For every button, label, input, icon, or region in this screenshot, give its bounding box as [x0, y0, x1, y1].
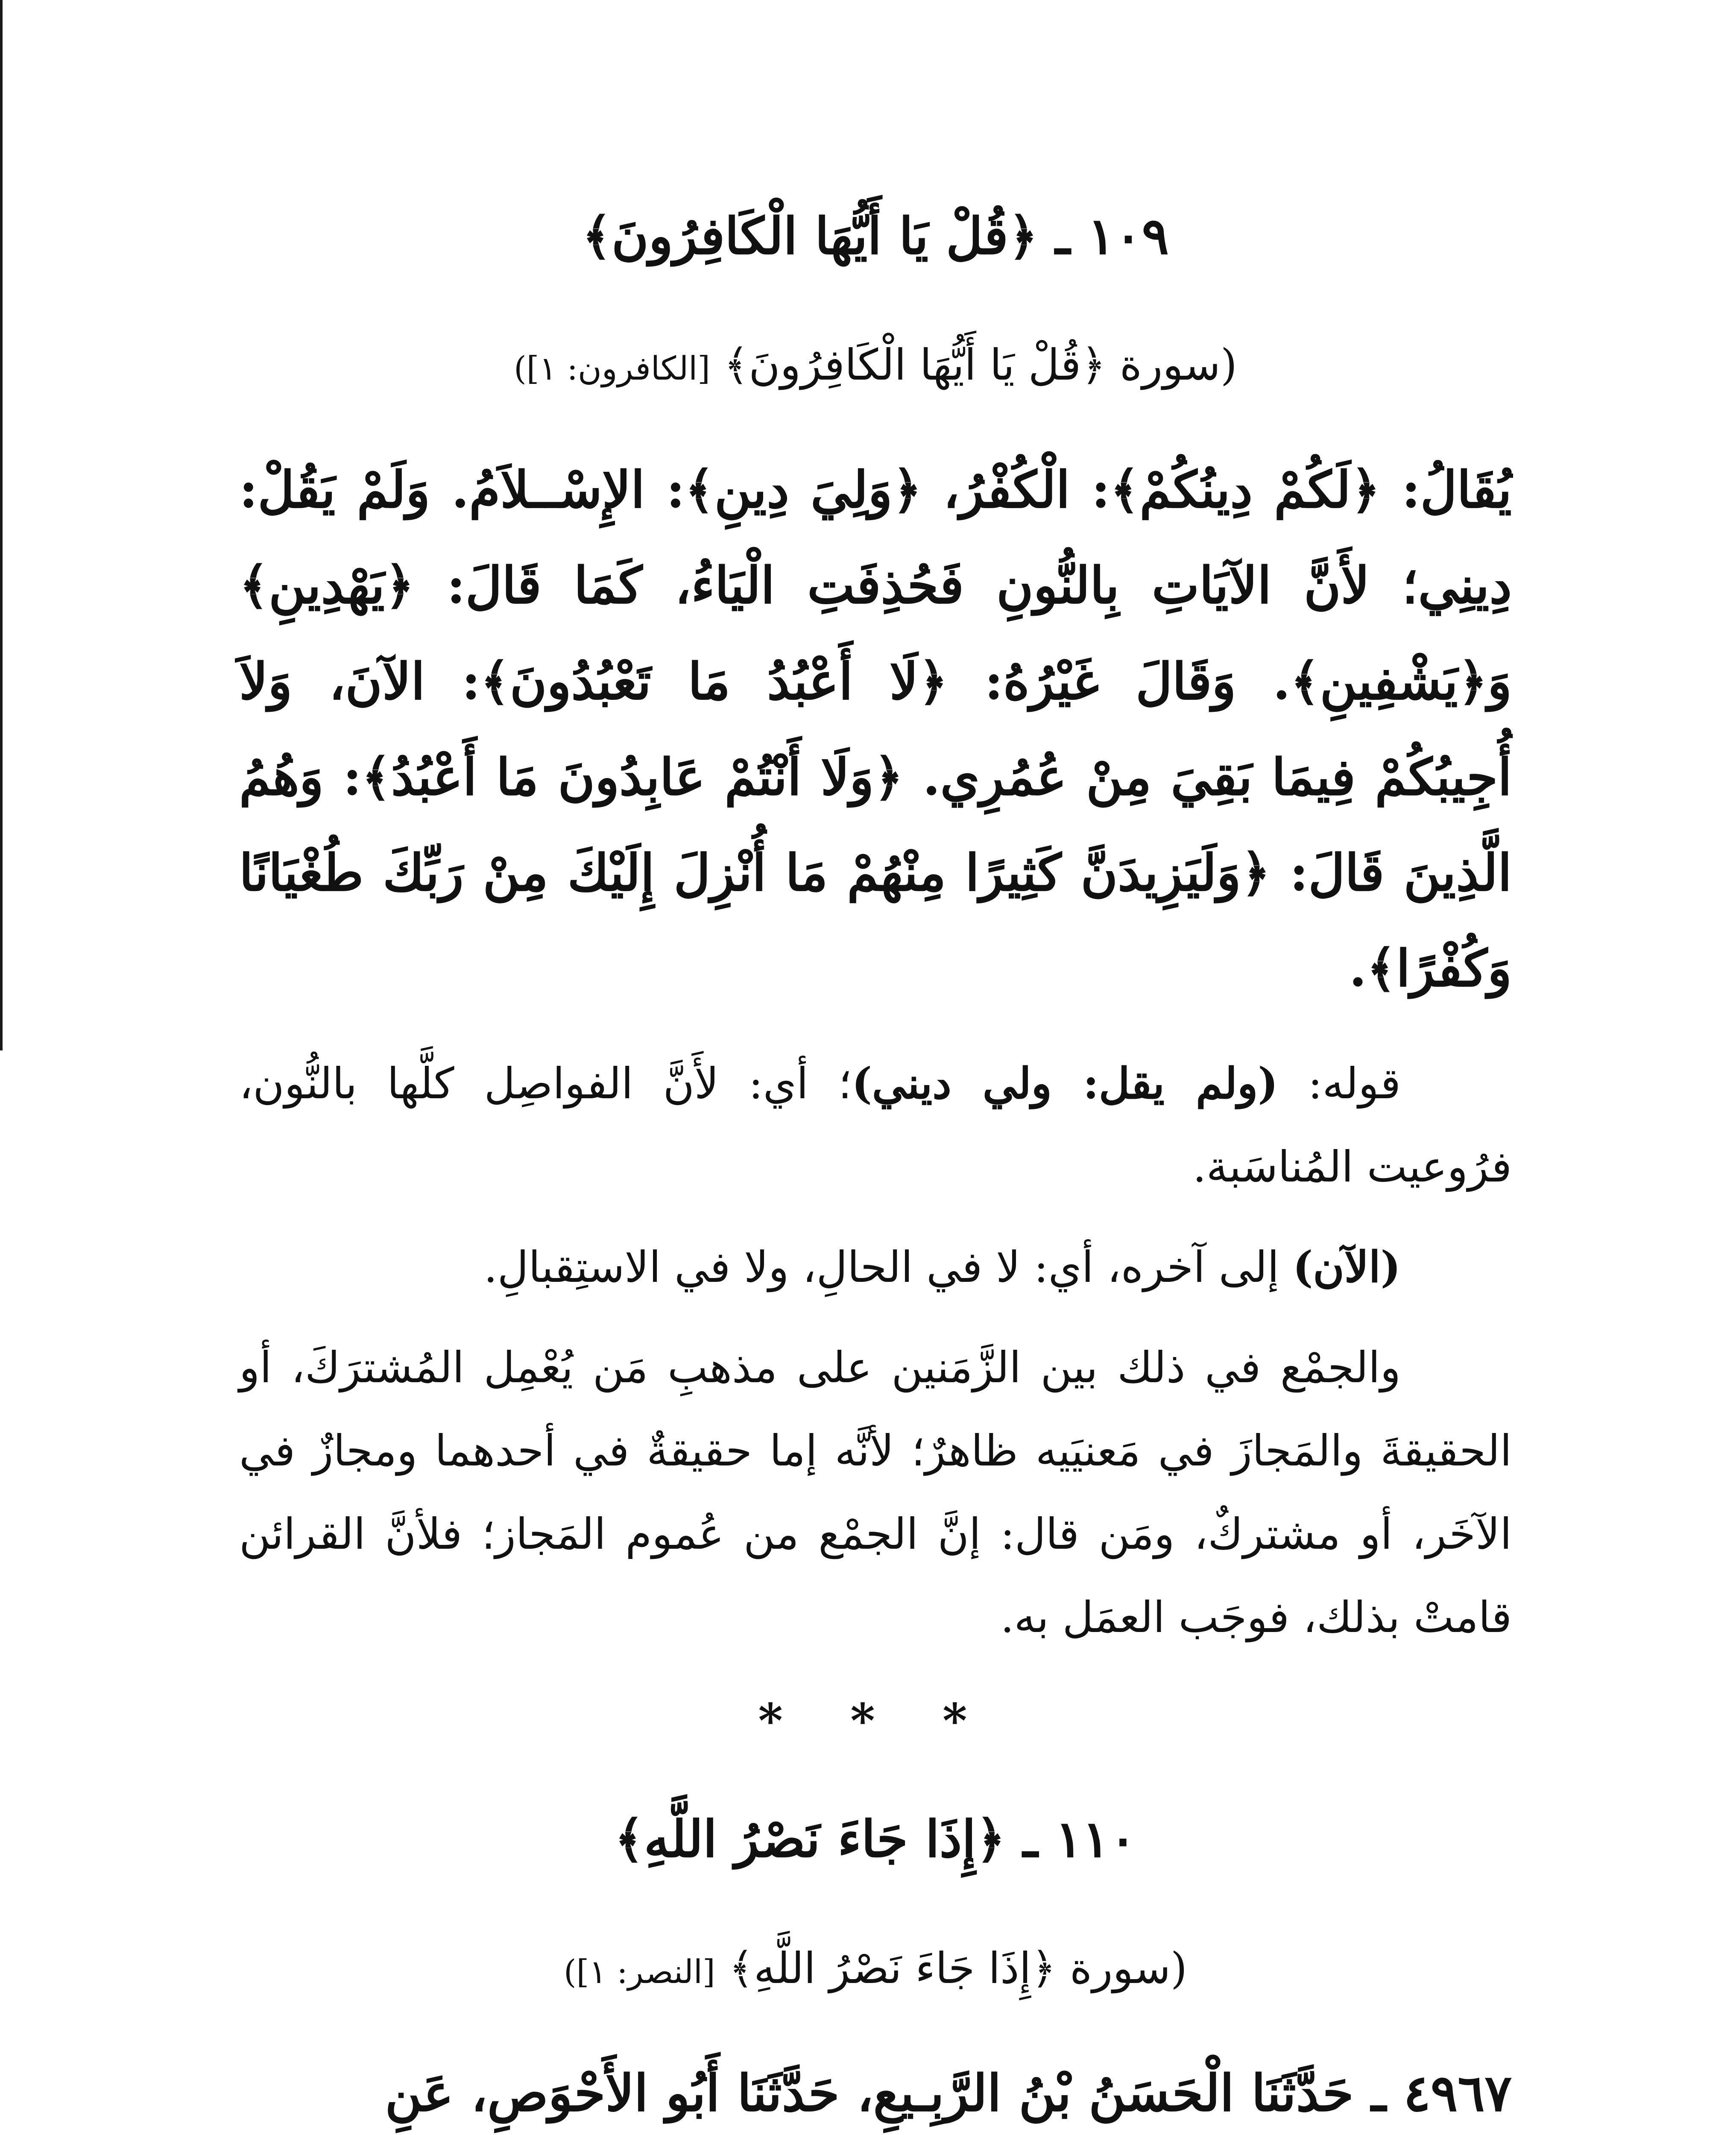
section-heading-109: ١٠٩ ـ ﴿قُلْ يَا أَيُّهَا الْكَافِرُونَ﴾ [582, 206, 1169, 266]
surah-title-text: (سورة ﴿قُلْ يَا أَيُّهَا الْكَافِرُونَ﴾ [723, 340, 1237, 390]
surah-reference: [النصر: ١]) [564, 1952, 715, 1991]
binding-edge-line [0, 0, 3, 1050]
commentary-text: والجمْع في ذلك بين الزَّمَنين على مذهبِ مَن يُعْمِل المُشترَكَ، أو الحقيقةَ والمَجازَ في مَعنيَيه ظاهرٌ؛ لأنَّه إما حقيقةٌ في أحدهما ومجازٌ في الآخَر، أو مشتركٌ، ومَن قال: إنَّ الجمْع من عُموم المَجاز؛ فلأنَّ القرائن قامتْ بذلك، فوجَب العمَل به. [239, 1342, 1512, 1643]
surah-reference: [الكافرون: ١]) [514, 349, 710, 388]
commentary-paragraph [239, 1225, 1512, 1309]
commentary-text: إلى آخره، أي: لا في الحالِ، ولا في الاستِقبالِ. [483, 1242, 1293, 1293]
section-heading-110: ١١٠ ـ ﴿إِذَا جَاءَ نَصْرُ اللَّهِ﴾ [614, 1809, 1137, 1869]
commentary-paragraph [239, 1042, 1512, 1208]
commentary-quote: (الآن) [1293, 1242, 1401, 1293]
surah-title-110 [239, 1939, 1512, 1998]
commentary-text: ؛ أي: لأَنَّ الفواصِل كلَّها بالنُّون، فرُوعيت المُناسَبة. [239, 1059, 1512, 1192]
main-text-paragraph: يُقَالُ: ﴿لَكُمْ دِينُكُمْ﴾: الْكُفْرُ، ﴿وَلِيَ دِينِ﴾: الإِسْــلاَمُ. وَلَمْ يَقُلْ: دِينِي؛ لأَنَّ الآيَاتِ بِالنُّونِ فَحُذِفَتِ الْيَاءُ، كَمَا قَالَ: ﴿يَهْدِينِ﴾ وَ﴿يَشْفِينِ﴾. وَقَالَ غَيْرُهُ: ﴿لَا أَعْبُدُ مَا تَعْبُدُونَ﴾: الآنَ، وَلاَ أُجِيبُكُمْ فِيمَا بَقِيَ مِنْ عُمُرِي. ﴿وَلَا أَنْتُمْ عَابِدُونَ مَا أَعْبُدُ﴾: وَهُمُ الَّذِينَ قَالَ: ﴿وَلَيَزِيدَنَّ كَثِيرًا مِنْهُمْ مَا أُنْزِلَ إِلَيْكَ مِنْ رَبِّكَ طُغْيَانًا وَكُفْرًا﴾. [239, 460, 1512, 998]
surah-title-109 [239, 335, 1512, 395]
surah-title-text: (سورة ﴿إِذَا جَاءَ نَصْرُ اللَّهِ﴾ [729, 1943, 1187, 1993]
page-content [239, 201, 1512, 2135]
section-separator: * * * [758, 1693, 993, 1749]
commentary-quote: (ولم يقل: ولي ديني) [852, 1058, 1278, 1109]
commentary-paragraph [239, 1326, 1512, 1659]
hadith-text: ٤٩٦٧ ـ حَدَّثَنَا الْحَسَنُ بْنُ الرَّبِـيعِ، حَدَّثَنَا أَبُو الأَحْوَصِ، عَنِ [385, 2063, 1512, 2123]
commentary-lead: قوله: [1278, 1059, 1401, 1109]
